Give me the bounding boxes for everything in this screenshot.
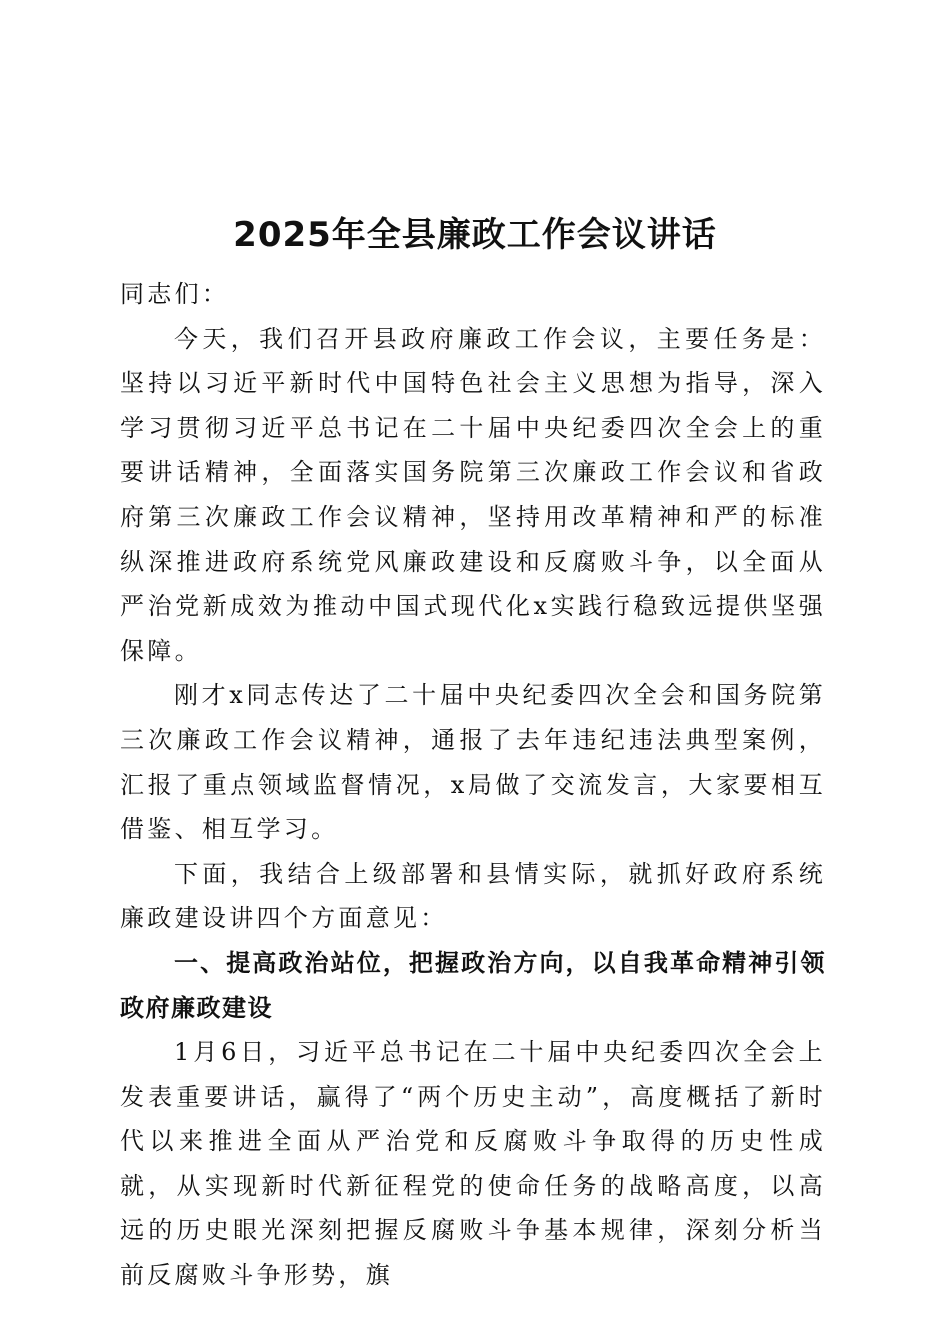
section-paragraph: 1月6日，习近平总书记在二十届中央纪委四次全会上发表重要讲话，赢得了“两个历史主动”，高度概括了新时代以来推进全面从严治党和反腐败斗争取得的历史性成就，从实现新时代新征程党的使命任务的战略高度，以高远的历史眼光深刻把握反腐败斗争基本规律，深刻分析当前反腐败斗争形势，旗 <box>120 1038 826 1290</box>
document-body <box>120 272 826 1298</box>
document-title: 2025年全县廉政工作会议讲话 <box>233 215 717 255</box>
paragraph-review: 刚才x同志传达了二十届中央纪委四次全会和国务院第三次廉政工作会议精神，通报了去年违纪违法典型案例，汇报了重点领域监督情况，x局做了交流发言，大家要相互借鉴、相互学习。 <box>120 681 826 844</box>
salutation: 同志们： <box>120 280 230 308</box>
paragraph-outline: 下面，我结合上级部署和县情实际，就抓好政府系统廉政建设讲四个方面意见： <box>120 859 826 933</box>
paragraph-intro: 今天，我们召开县政府廉政工作会议，主要任务是：坚持以习近平新时代中国特色社会主义思想为指导，深入学习贯彻习近平总书记在二十届中央纪委四次全会上的重要讲话精神，全面落实国务院第三次廉政工作会议和省政府第三次廉政工作会议精神，坚持用改革精神和严的标准纵深推进政府系统党风廉政建设和反腐败斗争，以全面从严治党新成效为推动中国式现代化x实践行稳致远提供坚强保障。 <box>120 324 826 665</box>
section-heading: 一、提高政治站位，把握政治方向，以自我革命精神引领政府廉政建设 <box>120 948 826 1022</box>
